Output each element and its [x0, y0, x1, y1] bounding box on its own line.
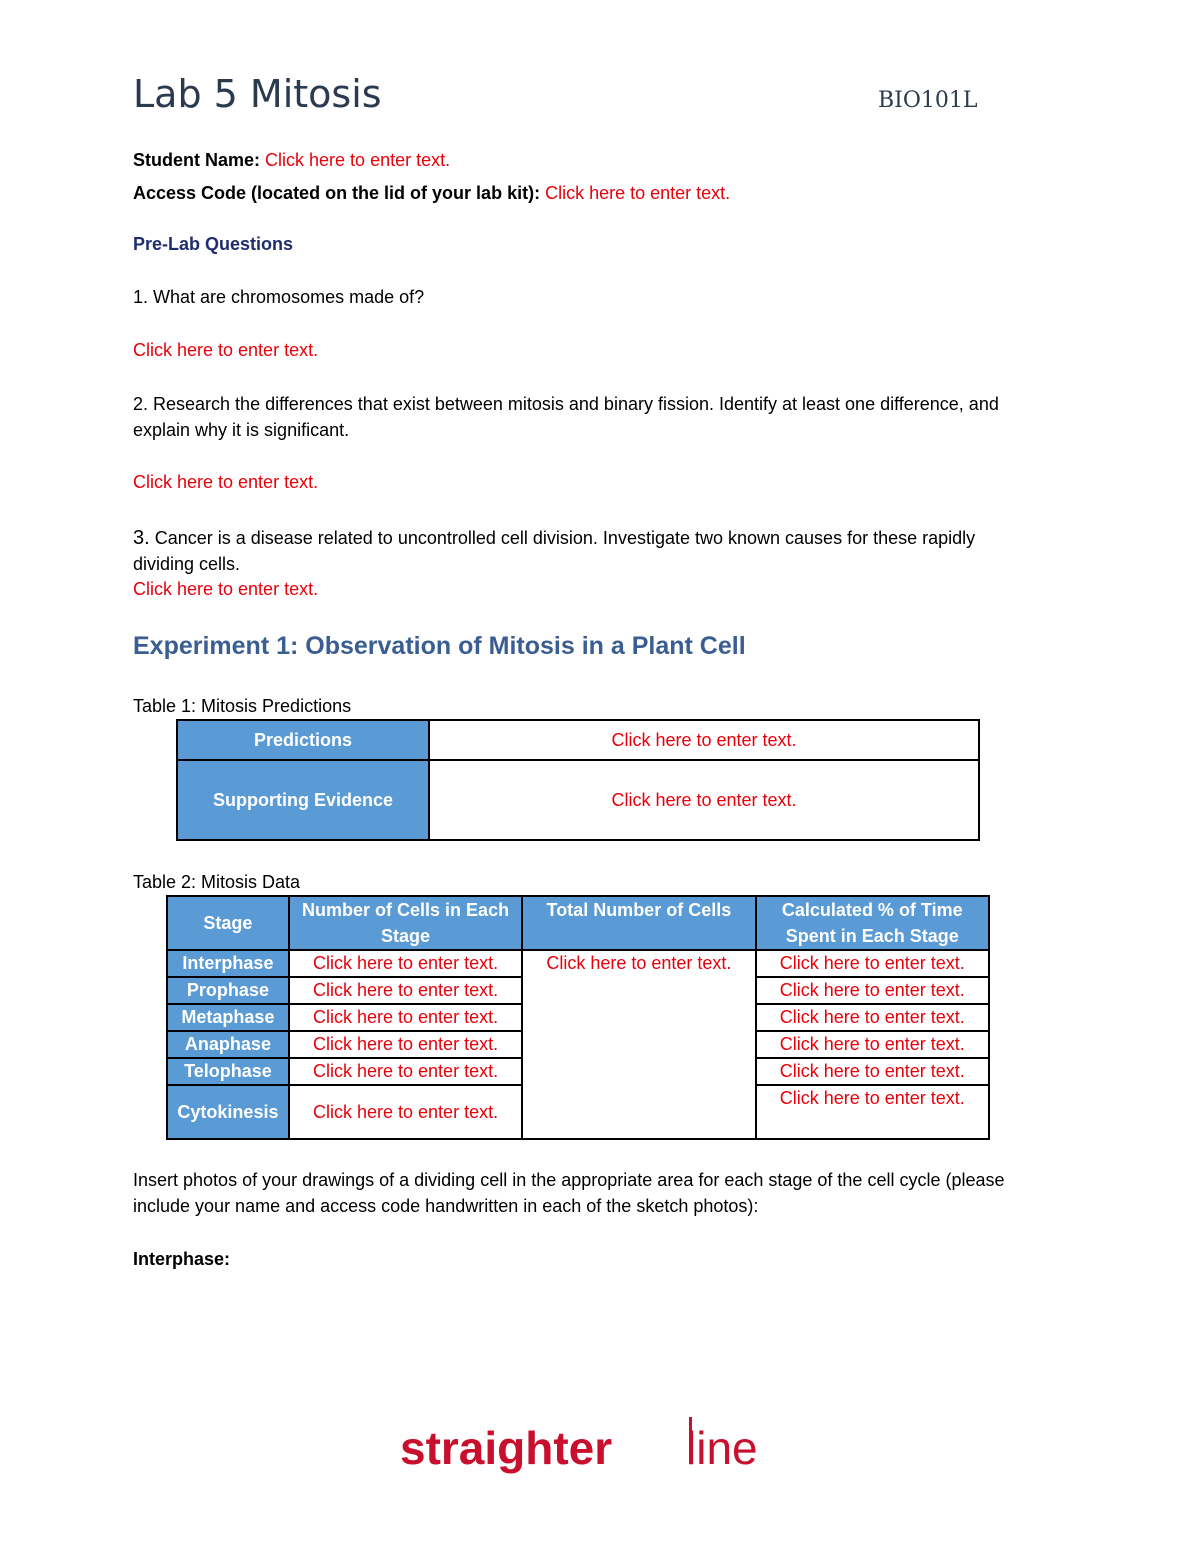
- table-header-row: [167, 896, 989, 950]
- page-title: Lab 5 Mitosis: [133, 72, 382, 116]
- student-name-label: Student Name:: [133, 150, 261, 170]
- access-code-field[interactable]: Click here to enter text.: [545, 183, 731, 203]
- student-name-row: [133, 150, 450, 171]
- table1-caption: Table 1: Mitosis Predictions: [133, 696, 352, 716]
- question-3-number: 3.: [133, 527, 150, 549]
- total-cells-value[interactable]: Click here to enter text.: [546, 953, 732, 973]
- question-2-text: Research the differences that exist between mitosis and binary fission. Identify at least one difference, and explain why it is significant.: [133, 394, 999, 440]
- column-header: Stage: [167, 896, 289, 950]
- percent-time-field[interactable]: Click here to enter text.: [756, 1085, 989, 1139]
- predictions-label: Predictions: [177, 720, 429, 760]
- stage-label: Prophase: [167, 977, 289, 1004]
- access-code-row: [133, 183, 730, 204]
- logo-graphic: [400, 1416, 760, 1480]
- percent-time-field[interactable]: Click here to enter text.: [756, 1004, 989, 1031]
- percent-time-field[interactable]: Click here to enter text.: [756, 977, 989, 1004]
- experiment-heading: Experiment 1: Observation of Mitosis in a Plant Cell: [133, 632, 746, 660]
- table-row: [177, 720, 979, 760]
- predictions-table: [176, 719, 980, 841]
- cell-count-field[interactable]: Click here to enter text.: [289, 1004, 522, 1031]
- course-code: BIO101L: [878, 88, 978, 113]
- question-1: 1. What are chromosomes made of?: [133, 287, 425, 307]
- percent-time-field[interactable]: Click here to enter text.: [756, 1031, 989, 1058]
- predictions-field[interactable]: Click here to enter text.: [429, 720, 979, 760]
- access-code-label: Access Code (located on the lid of your lab kit):: [133, 183, 541, 203]
- cell-count-field[interactable]: Click here to enter text.: [289, 1085, 522, 1139]
- stage-label: Cytokinesis: [167, 1085, 289, 1139]
- percent-time-field[interactable]: Click here to enter text.: [756, 950, 989, 977]
- column-header: Number of Cells in Each Stage: [289, 896, 522, 950]
- supporting-evidence-field[interactable]: Click here to enter text.: [429, 760, 979, 840]
- table2-caption: Table 2: Mitosis Data: [133, 872, 301, 892]
- question-3: [133, 525, 1033, 577]
- answer-3-field[interactable]: Click here to enter text.: [133, 579, 319, 599]
- logo-text-light: line: [686, 1422, 758, 1474]
- logo-text-bold: straighter: [400, 1422, 613, 1474]
- column-header: Calculated % of Time Spent in Each Stage: [756, 896, 989, 950]
- stage-label: Anaphase: [167, 1031, 289, 1058]
- stage-label: Interphase: [167, 950, 289, 977]
- question-2: [133, 391, 1033, 443]
- answer-1-field[interactable]: Click here to enter text.: [133, 340, 319, 360]
- cell-count-field[interactable]: Click here to enter text.: [289, 950, 522, 977]
- cell-count-field[interactable]: Click here to enter text.: [289, 1031, 522, 1058]
- supporting-evidence-label: Supporting Evidence: [177, 760, 429, 840]
- cell-count-field[interactable]: Click here to enter text.: [289, 1058, 522, 1085]
- student-name-field[interactable]: Click here to enter text.: [265, 150, 451, 170]
- photo-instructions: Insert photos of your drawings of a dividing cell in the appropriate area for each stage of the cell cycle (please include your name and access code handwritten in each of the sketch photos):: [133, 1170, 1005, 1216]
- stage-label: Telophase: [167, 1058, 289, 1085]
- interphase-heading: Interphase:: [133, 1249, 231, 1269]
- column-header: Total Number of Cells: [522, 896, 755, 950]
- prelab-heading: Pre-Lab Questions: [133, 234, 294, 254]
- table-row: [167, 950, 989, 977]
- mitosis-data-table: [166, 895, 990, 1140]
- answer-2-field[interactable]: Click here to enter text.: [133, 472, 319, 492]
- percent-time-field[interactable]: Click here to enter text.: [756, 1058, 989, 1085]
- stage-label: Metaphase: [167, 1004, 289, 1031]
- cell-count-field[interactable]: Click here to enter text.: [289, 977, 522, 1004]
- straighterline-logo: [400, 1416, 760, 1480]
- question-2-number: 2.: [133, 394, 149, 414]
- table-row: [177, 760, 979, 840]
- question-3-text: Cancer is a disease related to uncontrolled cell division. Investigate two known causes for these rapidly dividing cells.: [133, 528, 976, 574]
- total-cells-field[interactable]: [522, 950, 755, 1139]
